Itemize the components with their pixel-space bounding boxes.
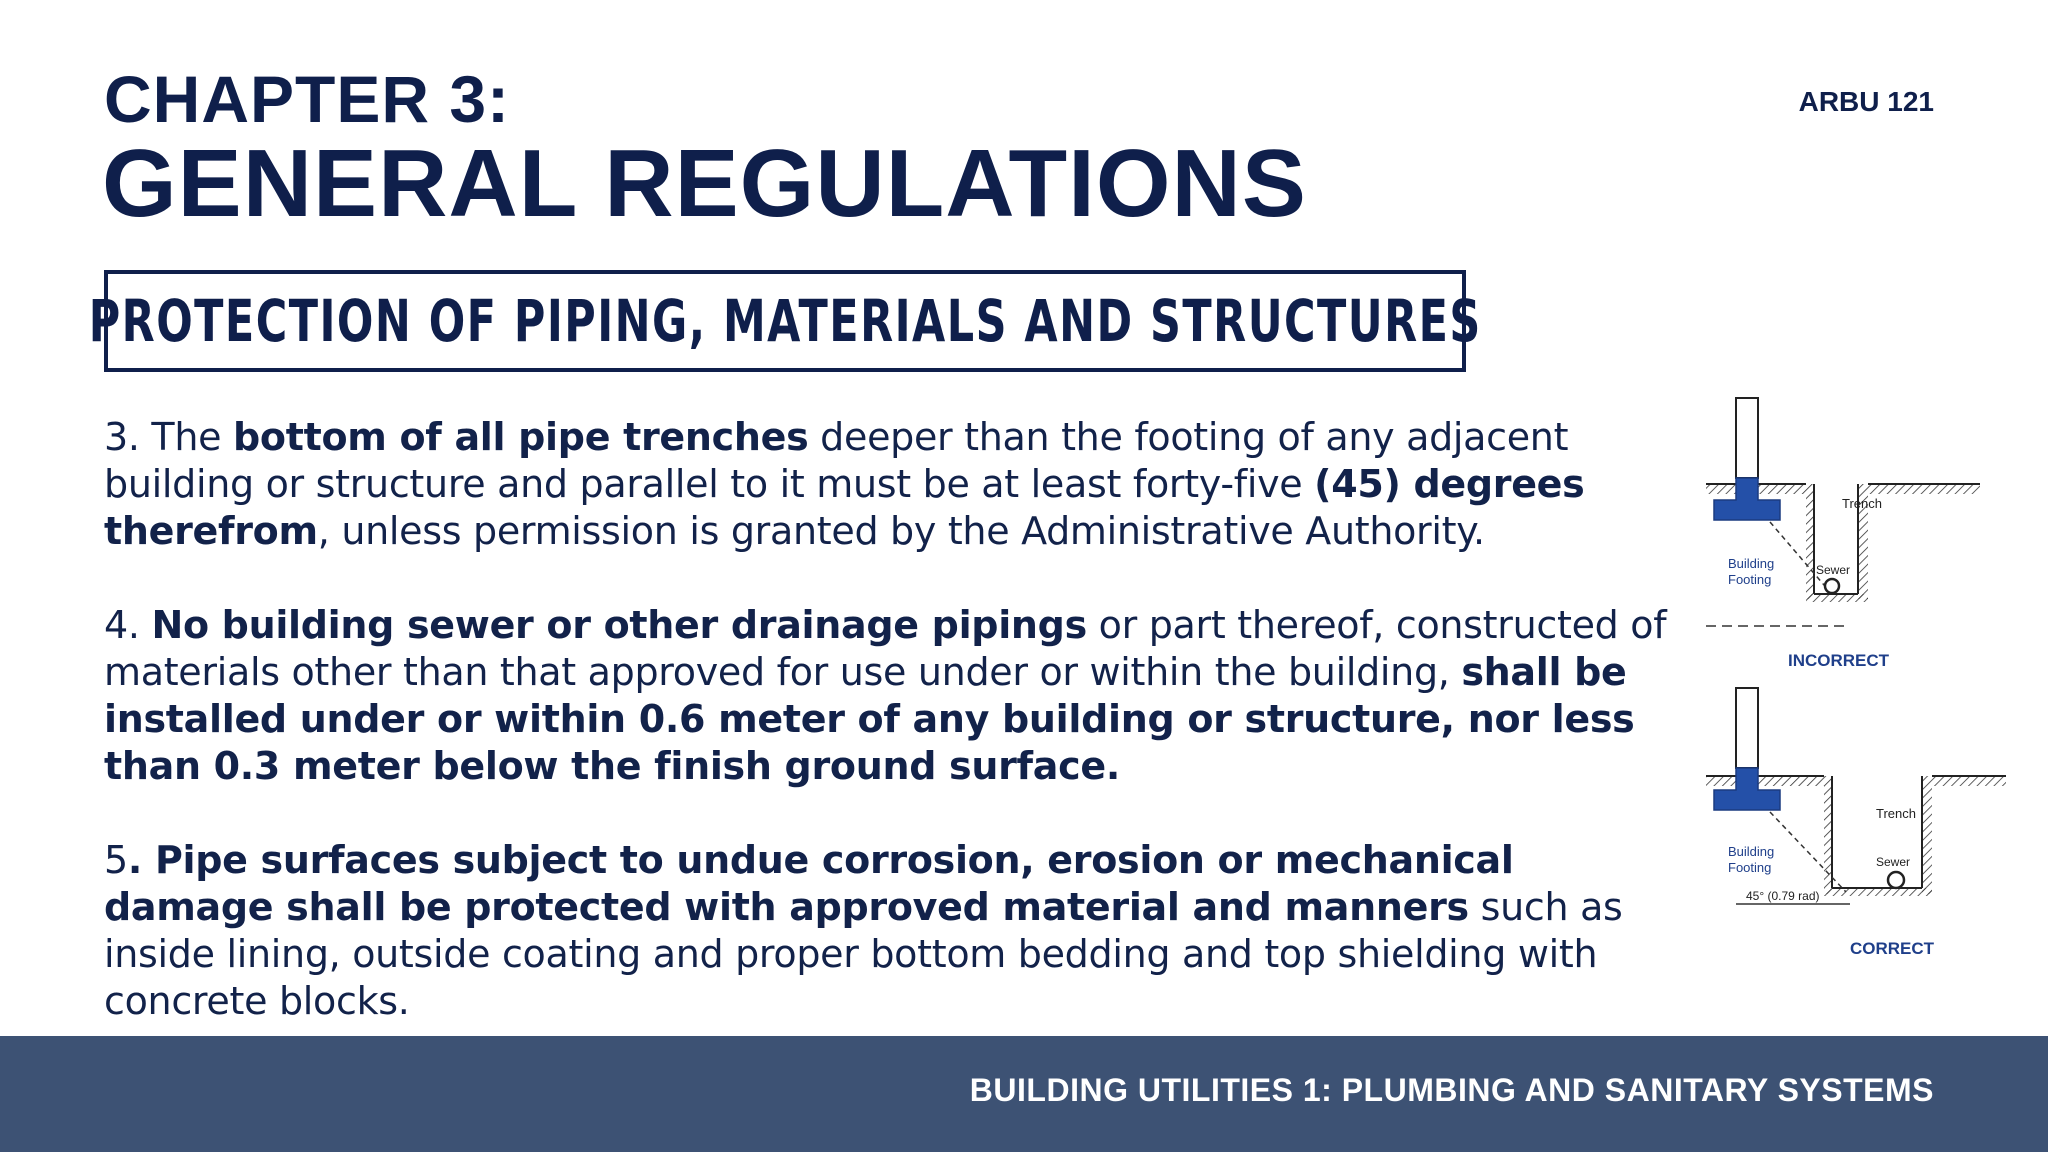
emphasis: . Pipe surfaces subject to undue corrosion, erosion or mechanical damage shall be protected with approved material and manners: [104, 838, 1514, 929]
incorrect-caption: INCORRECT: [1788, 651, 1890, 670]
course-code: ARBU 121: [1798, 86, 1934, 117]
trench-label: Trench: [1842, 496, 1882, 511]
ground-hatch-left: [1706, 776, 1824, 786]
paragraph-rule-3: [104, 414, 1664, 555]
wall-post: [1736, 398, 1758, 478]
text: deeper than the footing of any adjacent building or structure and parallel to it must be at least forty-five: [104, 415, 1569, 506]
emphasis: (45) degrees therefrom: [104, 462, 1585, 553]
text: or part thereof, constructed of materials other than that approved for use under or within the building,: [104, 603, 1667, 694]
footing-block: [1714, 768, 1780, 810]
ground-hatch-right: [1868, 484, 1980, 494]
text: 5: [104, 838, 128, 882]
trench-hatch-bottom: [1806, 594, 1868, 602]
sewer-pipe: [1825, 579, 1839, 593]
trench-hatch-left: [1824, 776, 1832, 894]
footing-label: Footing: [1728, 572, 1772, 587]
body-text: [104, 414, 1684, 1072]
trench-label: Trench: [1876, 806, 1916, 821]
emphasis: bottom of all pipe trenches: [233, 415, 809, 459]
ground-hatch-right: [1932, 776, 2006, 786]
chapter-label: CHAPTER 3:: [104, 62, 511, 136]
correct-caption: CORRECT: [1850, 939, 1935, 958]
trench-hatch-bottom: [1824, 888, 1932, 896]
sewer-label: Sewer: [1816, 563, 1851, 577]
page-title: GENERAL REGULATIONS: [102, 130, 1307, 237]
wall-post: [1736, 688, 1758, 768]
text: 4.: [104, 603, 152, 647]
correct-figure: [1706, 688, 2006, 958]
trench-diagram: [1700, 392, 2010, 972]
trench-hatch-left: [1806, 484, 1814, 599]
text: 3. The: [104, 415, 233, 459]
paragraph-rule-4: [104, 602, 1684, 790]
emphasis: No building sewer or other drainage pipings: [151, 603, 1087, 647]
section-heading: PROTECTION OF PIPING, MATERIALS AND STRUCTURES: [88, 287, 1482, 355]
text: such as inside lining, outside coating and proper bottom bedding and top shielding with concrete blocks.: [104, 885, 1623, 1023]
sewer-pipe: [1888, 872, 1904, 888]
footer-course-title: BUILDING UTILITIES 1: PLUMBING AND SANITARY SYSTEMS: [969, 1072, 1934, 1108]
text: , unless permission is granted by the Administrative Authority.: [317, 509, 1485, 553]
incorrect-figure: [1706, 398, 1980, 670]
angle-label: 45° (0.79 rad): [1746, 889, 1820, 903]
footing-label: Footing: [1728, 860, 1772, 875]
sewer-label: Sewer: [1876, 855, 1911, 869]
building-label: Building: [1728, 844, 1775, 859]
section-heading-box: [88, 270, 1482, 372]
building-label: Building: [1728, 556, 1775, 571]
emphasis: shall be installed under or within 0.6 meter of any building or structure, nor less than 0.3 meter below the finish ground surface.: [104, 650, 1635, 788]
trench-hatch-right: [1922, 776, 1932, 894]
paragraph-rule-5: [104, 837, 1684, 1025]
